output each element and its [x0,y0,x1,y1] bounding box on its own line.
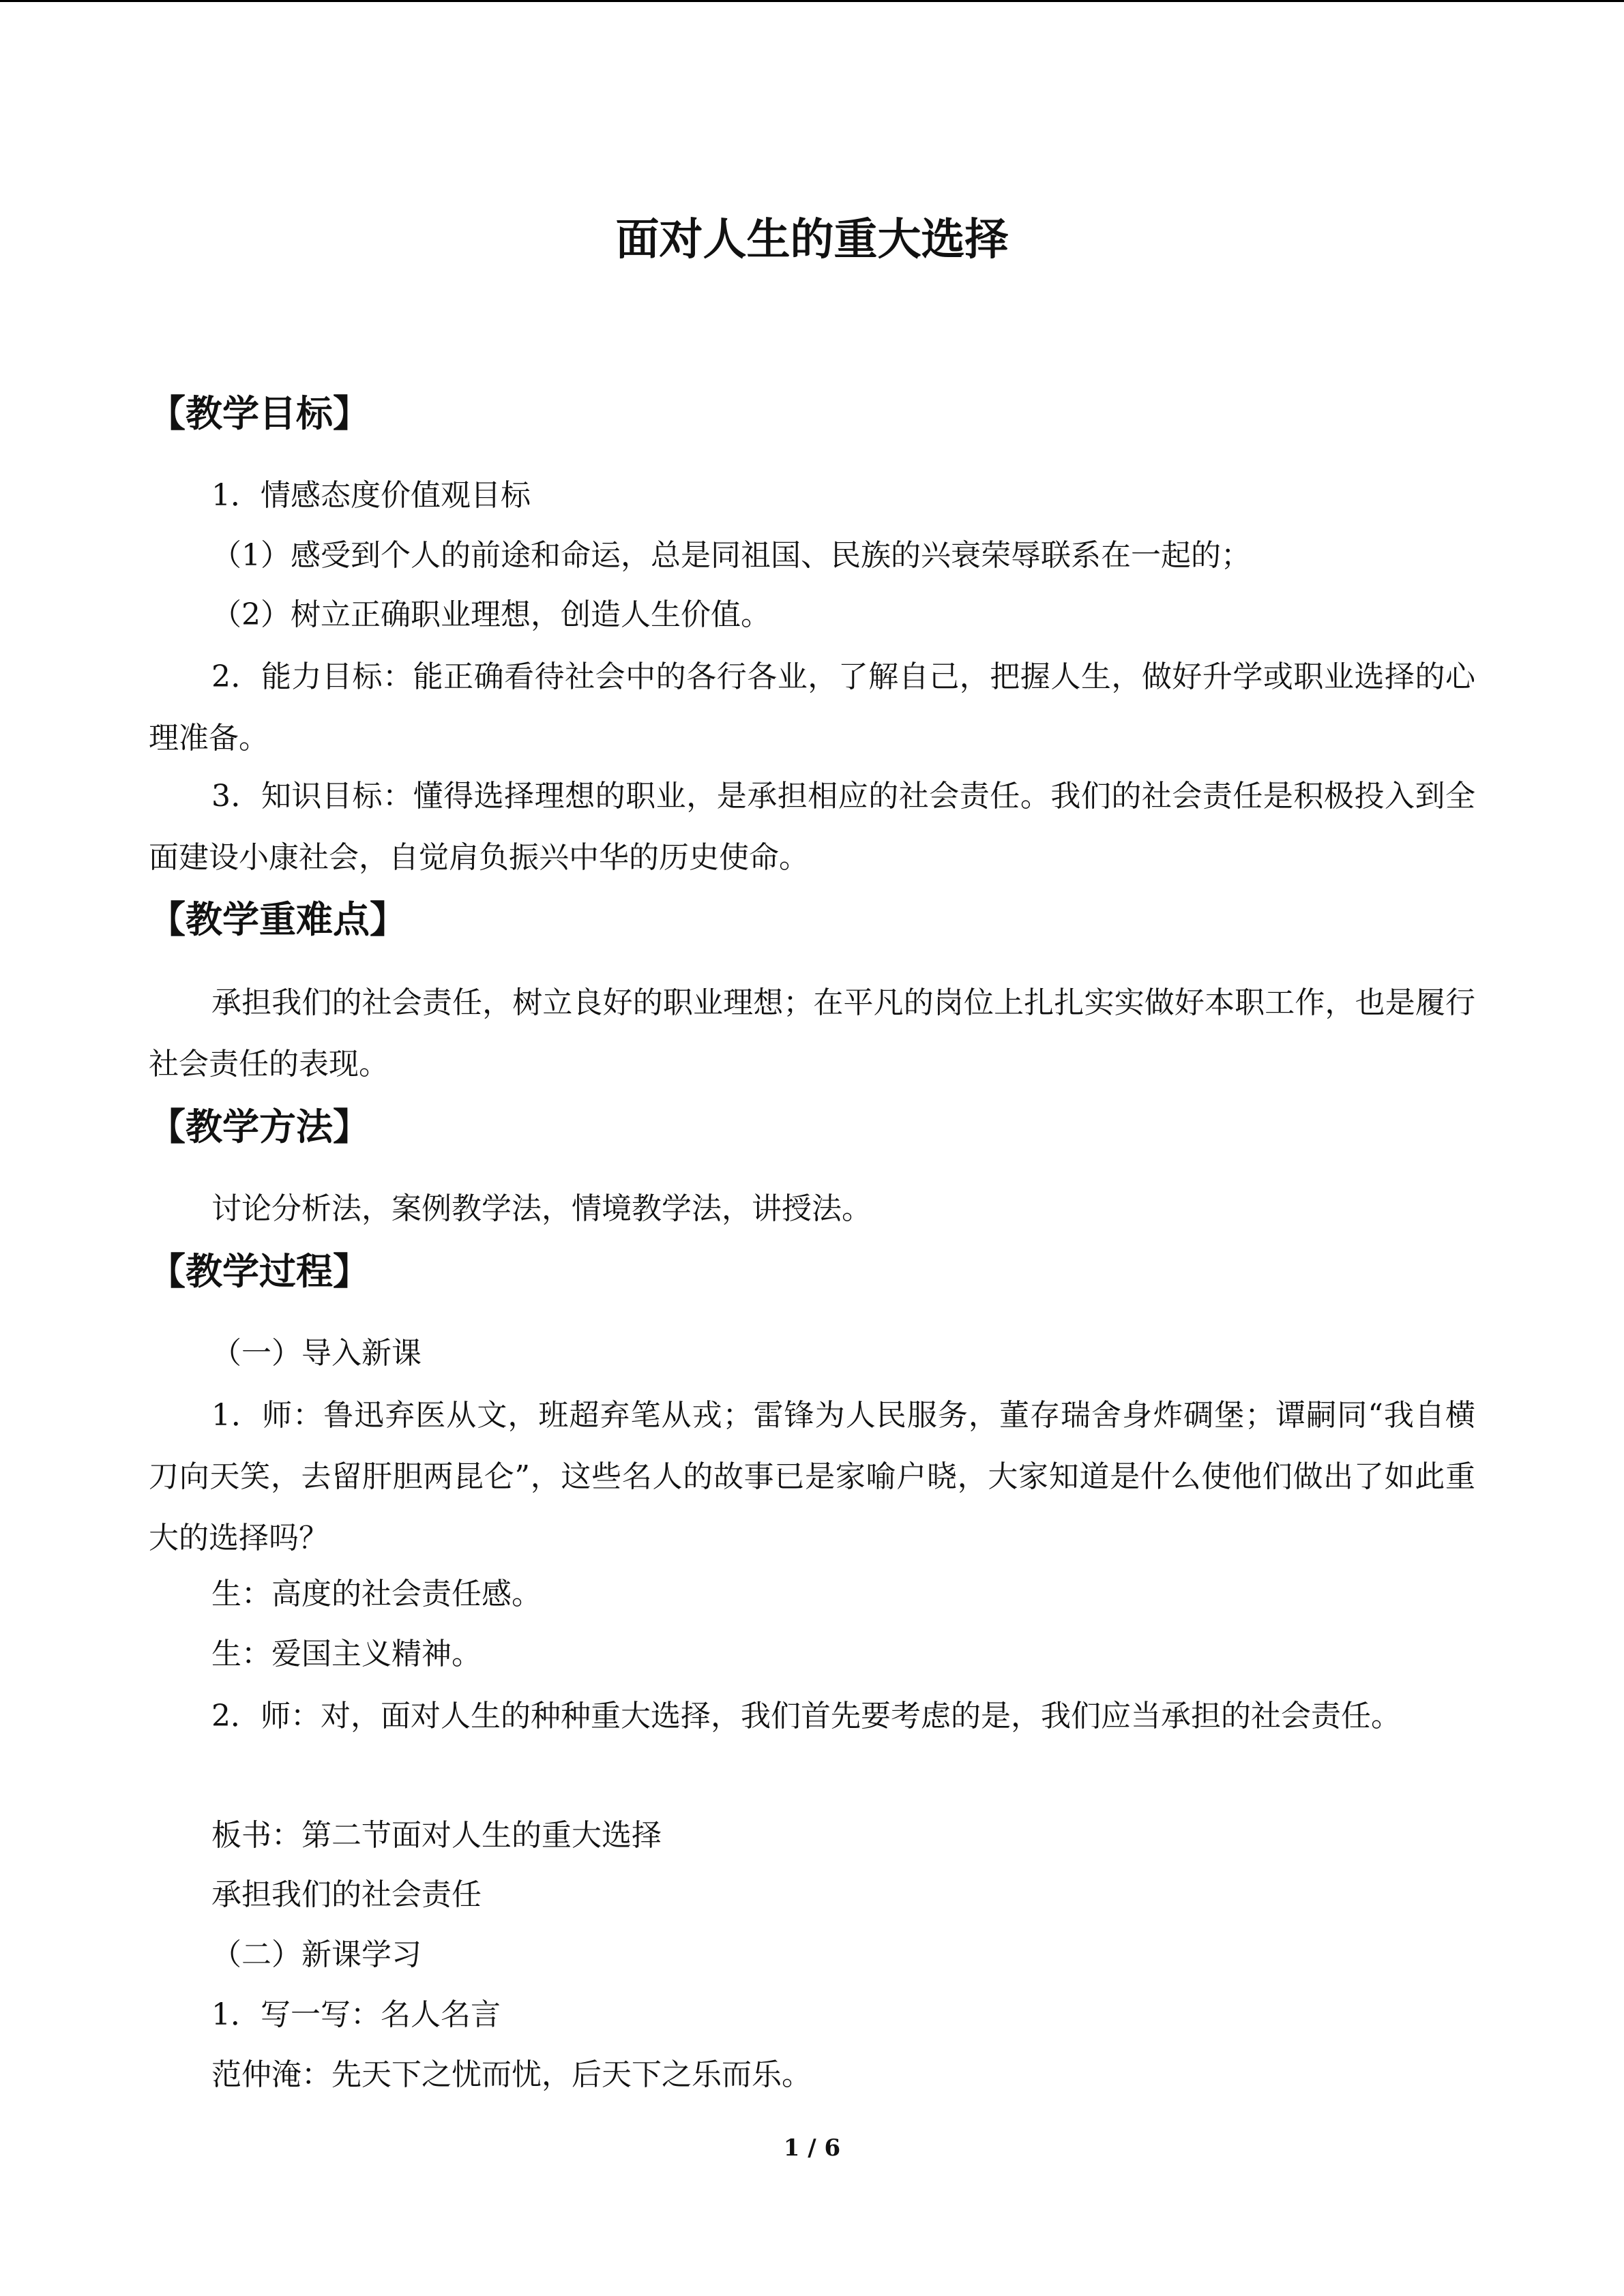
section-heading-key-points: 【教学重难点】 [149,898,407,941]
process-student-1: 生：高度的社会责任感。 [211,1577,542,1611]
process-write-title: 1．写一写：名人名言 [211,1997,501,2032]
process-teacher-1: 1．师：鲁迅弃医从文，班超弃笔从戎；雷锋为人民服务，董存瑞舍身炸碉堡；谭嗣同“我自横刀向天笑，去留肝胆两昆仑”，这些名人的故事已是家喻户晓，大家知道是什么使他们做出了如此重大的选择吗？ [149,1398,1475,1555]
objective-1-title: 1．情感态度价值观目标 [211,478,531,513]
page-number: 1 / 6 [783,2134,841,2162]
section-heading-objectives: 【教学目标】 [149,392,370,435]
section-heading-methods: 【教学方法】 [149,1105,370,1148]
objective-3: 3．知识目标：懂得选择理想的职业，是承担相应的社会责任。我们的社会责任是积极投入到全面建设小康社会，自觉肩负振兴中华的历史使命。 [149,779,1475,875]
methods-text: 讨论分析法，案例教学法，情境教学法，讲授法。 [211,1191,872,1226]
document-title: 面对人生的重大选择 [615,215,1009,265]
objective-1-sub-2: （2）树立正确职业理想，创造人生价值。 [211,597,771,632]
process-board-line-2: 承担我们的社会责任 [211,1877,482,1912]
key-points-text: 承担我们的社会责任，树立良好的职业理想；在平凡的岗位上扎扎实实做好本职工作，也是履行社会责任的表现。 [149,985,1475,1082]
objective-1-sub-1: （1）感受到个人的前途和命运，总是同祖国、民族的兴衰荣辱联系在一起的； [211,538,1251,573]
objective-2: 2．能力目标：能正确看待社会中的各行各业，了解自己，把握人生，做好升学或职业选择的心理准备。 [149,659,1475,756]
process-teacher-2: 2．师：对，面对人生的种种重大选择，我们首先要考虑的是，我们应当承担的社会责任。 [211,1699,1401,1733]
section-heading-process: 【教学过程】 [149,1250,370,1293]
process-part-1-title: （一）导入新课 [211,1336,422,1371]
process-student-2: 生：爱国主义精神。 [211,1637,482,1671]
process-part-2-title: （二）新课学习 [211,1937,422,1972]
process-quote-1: 范仲淹：先天下之忧而忧，后天下之乐而乐。 [211,2057,812,2092]
process-board-line-1: 板书：第二节面对人生的重大选择 [211,1818,662,1853]
